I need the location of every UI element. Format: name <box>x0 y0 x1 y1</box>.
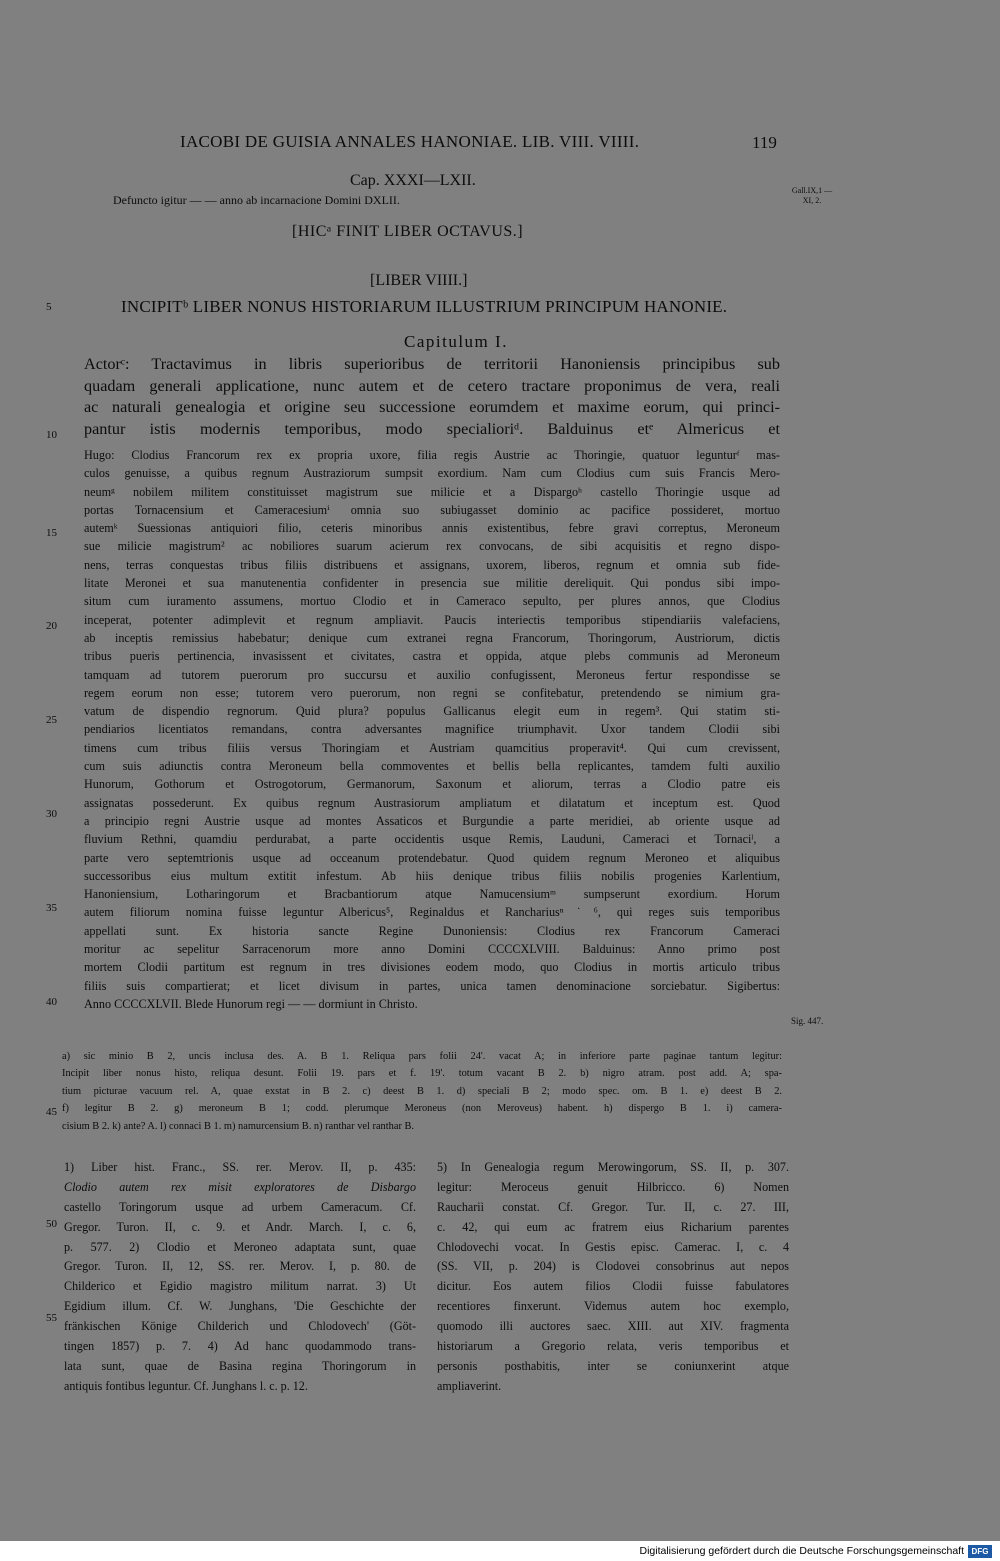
incipit-heading: INCIPITᵇ LIBER NONUS HISTORIARUM ILLUSTRIUM PRINCIPUM HANONIE. <box>121 297 728 316</box>
text-line: ab inceptis remissius habebatur; denique cum extranei regna Francorum, Thoringorum, Austriorum, dictis <box>84 630 780 645</box>
footnote-line: legitur: Meroceus genuit Hilbricco. 6) Nomen <box>437 1179 789 1194</box>
footnote-line: tingen 1857) p. 7. 4) Ad hanc quodammodo trans- <box>64 1339 416 1354</box>
text-line: pantur istis modernis temporibus, modo specialioriᵈ. Balduinus etᵉ Almericus et <box>84 419 780 438</box>
text-line: litate Meronei et sua manutenentia confidenter in presencia sue militie dereliquit. Qui pondus sibi impo- <box>84 576 780 591</box>
footnote-line: recentiores finxerunt. Videmus autem hoc exemplo, <box>437 1299 789 1314</box>
text-line: Hunorum, Gothorum et Ostrogotorum, Germanorum, Saxonum et aliorum, terras a Clodio patre eis <box>84 777 780 792</box>
line-number: 45 <box>46 1106 57 1118</box>
footnote-line: personis posthabitis, inter se coniunxerint atque <box>437 1358 789 1373</box>
text-line: cum suis adiunctis contra Meroneum bella commoventes et bellis bella replicantes, tamdem fulti auxilio <box>84 759 780 774</box>
footnote-line: lata sunt, quae de Basina regina Thoringorum in <box>64 1358 416 1373</box>
text-line: pendiarios licentiatos remandans, contra adversantes magnifice triumphavit. Uxor tandem Clodii sibi <box>84 722 780 737</box>
line-number: 40 <box>46 996 57 1008</box>
text-line: parte vero septemtrionis usque ad occeanum protendebatur. Quod quidem regnum Meroneo et aliquibus <box>84 850 780 865</box>
footnotes-left-column <box>64 1158 416 1397</box>
footnote-line: 1) Liber hist. Franc., SS. rer. Merov. II, p. 435: <box>64 1160 416 1174</box>
footnote-line: ampliaverint. <box>437 1378 502 1393</box>
text-line: tamquam ad tutorem puerorum pro succursu et auxilio confugissent, Meroneus fertur respondisse se <box>84 667 780 682</box>
footnote-line: castello Toringorum usque ad urbem Cameracum. Cf. <box>64 1199 416 1214</box>
text-line: timens cum tribus filiis versus Thoringiam et Austriam quamcitius properavit⁴. Qui cum crevissent, <box>84 740 780 755</box>
footnote-line: historiarum a Gregorio relata, veris temporibus et <box>437 1339 789 1354</box>
text-line: neumᵍ nobilem militem constituisset magistrum sue milicie et a Dispargoʰ castello Thoringie usque ad <box>84 484 780 499</box>
text-line: Hugo: Clodius Francorum rex ex propria uxore, filia regis Austrie ac Thoringie, quatuor legunturᶠ mas- <box>84 448 780 462</box>
text-line: ac naturali genealogia et origine seu successione eorumdem et maxime eorum, qui princi- <box>84 398 780 417</box>
capitulum-heading: Capitulum I. <box>404 332 508 351</box>
apparatus-line: f) legitur B 2. g) meroneum B 1; codd. plerumque Meroneus (non Meroveus) habent. h) dispergo B 1. i) camera- <box>62 1103 782 1115</box>
footnote-line: antiquis fontibus leguntur. Cf. Junghans l. c. p. 12. <box>64 1378 308 1393</box>
text-line: filiis suis compartierat; et licet divisum in partes, unica tamen denominacione sorciebatur. Sigibertus: <box>84 978 780 993</box>
footnote-line: dicitur. Eos autem filios Clodii fuisse fabulatores <box>437 1279 789 1294</box>
text-line: nens, terras conquestas tribus filiis distribuens et assignans, uxorem, liberos, regnum et omnia sub fide- <box>84 557 780 572</box>
footnote-line: Clodio autem rex misit exploratores de Disbargo <box>64 1179 416 1194</box>
line-number: 20 <box>46 620 57 632</box>
text-line: sue milicie magistrum² ac nobiliores suarum acierum rex convocans, de sibi acquisitis et regno dispo- <box>84 539 780 554</box>
footnote-line: Gregor. Turon. II, 12, SS. rer. Merov. I, p. 80. de <box>64 1259 416 1274</box>
small-text <box>84 446 780 1013</box>
text-line: culos genuisse, a quibus regnum Austraziorum sumpsit exordium. Nam cum Clodius cum suis Francis Mero- <box>84 466 780 481</box>
text-line: portas Tornacensium et Cameracesiumⁱ omnia suo subiugasset dominio ac pacifice possideret, mortuo <box>84 502 780 517</box>
sigebert-reference: Sig. 447. <box>791 1016 824 1026</box>
text-line: autemᵏ Suessionas antiquiori filio, ceteris minoribus annis existentibus, febre gravi correptus, Meroneum <box>84 521 780 536</box>
text-line: mortem Clodii partitum est regnum in tres divisiones eodem modo, quo Clodius in mortis articulo tribus <box>84 960 780 975</box>
line-number: 55 <box>46 1312 57 1324</box>
text-line: situm cum iuramento assumens, mortuo Clodio et in Cameraco sepulto, per plures annos, que Clodius <box>84 594 780 609</box>
apparatus-line: Incipit liber nonus histo, reliqua desunt. Folii 19. pars et f. 19'. totum vacant B 2. b) nigro atram. post add. A; spa- <box>62 1068 782 1080</box>
text-line: moritur ac sepelitur Sarracenorum more anno Domini CCCCXLVIII. Balduinus: Anno primo post <box>84 942 780 957</box>
apparatus-line: a) sic minio B 2, uncis inclusa des. A. B 1. Reliqua pars folii 24'. vacat A; in inferiore parte paginae tantum legitur: <box>62 1051 782 1062</box>
text-line: appellati sunt. Ex historia sancte Regine Dunoniensis: Clodius rex Francorum Cameraci <box>84 923 780 938</box>
text-line: fluvium Rethni, quamdiu perdurabat, a parte occidentis usque Remis, Lauduni, Cameraci et Tornaciˡ, a <box>84 832 780 847</box>
text-line: Hanoniensium, Lotharingorum et Bracbantiorum atque Namucensiumᵐ sumpserunt exordium. Horum <box>84 887 780 902</box>
dfg-logo-icon: DFG <box>968 1545 992 1558</box>
line-number: 25 <box>46 714 57 726</box>
dfg-credit: Digitalisierung gefördert durch die Deutsche Forschungsgemeinschaft <box>639 1545 964 1557</box>
line-number: 10 <box>46 429 57 441</box>
line-number: 30 <box>46 808 57 820</box>
text-line: regem eorum non esse; tutorem vero puerorum, non regni se confitebatur, pretendendo se nimium gra- <box>84 685 780 700</box>
text-line: autem filiorum nomina fuisse leguntur Albericus⁵, Reginaldus et Ranchariusⁿ˙⁶, qui reges suis temporibus <box>84 905 780 920</box>
text-line: a principio regni Austrie usque ad montes Assaticos et Burgundie a parte meridiei, ab oriente usque ad <box>84 813 780 828</box>
footnote-line: Gregor. Turon. II, c. 9. et Andr. March. I, c. 6, <box>64 1219 416 1234</box>
footnote-line: Rauchariì constat. Cf. Gregor. Tur. II, c. 27. III, <box>437 1199 789 1214</box>
footnote-line: quomodo illi auctores saec. XIII. aut XIV. fragmenta <box>437 1319 789 1334</box>
text-line: inceperat, potenter adimplevit et regnum ampliavit. Paucis interiectis temporibus stipendiariis valefaciens, <box>84 612 780 627</box>
footnote-line: c. 42, qui eum ac fratrem eius Richarium parentes <box>437 1219 789 1234</box>
footnote-line: 5) In Genealogia regum Merowingorum, SS. II, p. 307. <box>437 1160 789 1174</box>
critical-apparatus <box>62 1048 782 1135</box>
text-line: Actorᶜ: Tractavimus in libris superioribus de territorii Hanoniensis principibus sub <box>84 355 780 373</box>
text-line: successoribus eius multum extitit infestum. Ab hiis denique tribus filiis nobilis progenies Karlentium, <box>84 868 780 883</box>
line-number: 15 <box>46 527 57 539</box>
apparatus-line: cisium B 2. k) ante? A. l) connaci B 1. m) namurcensium B. n) ranthar vel ranthar B. <box>62 1120 415 1132</box>
footnote-line: Egidium illum. Cf. W. Junghans, 'Die Geschichte der <box>64 1299 416 1314</box>
footnotes-right-column <box>437 1158 789 1397</box>
defuncto-line: Defuncto igitur — — anno ab incarnacione Domini DXLII. <box>113 193 400 207</box>
footnote-line: (SS. VII, p. 204) is Clodovei consobrinus aut nepos <box>437 1259 789 1274</box>
hic-finit-heading: [HICᵃ FINIT LIBER OCTAVUS.] <box>292 223 524 240</box>
line-number: 5 <box>46 301 52 313</box>
line-number: 35 <box>46 902 57 914</box>
apparatus-line: tium picturae vacuum rel. A, quae exstat in B 2. c) deest B 1. d) speciali B 2; modo spec. om. B 1. e) deest B 2. <box>62 1085 782 1097</box>
chapter-range: Cap. XXXI—LXII. <box>350 172 476 189</box>
text-line: quadam generali applicatione, nunc autem et de cetero tractare proponimus de vera, reali <box>84 376 780 395</box>
text-line: Anno CCCCXLVII. Blede Hunorum regi — — dormiunt in Christo. <box>84 996 418 1011</box>
main-text <box>84 354 780 440</box>
line-number: 50 <box>46 1218 57 1230</box>
footnote-line: fränkischen Könige Childerich und Chlodovech' (Göt- <box>64 1319 416 1334</box>
footnote-line: Childerico et Egidio magistro militum narrat. 3) Ut <box>64 1279 416 1294</box>
text-line: tribus pueris pertinencia, invasissent et civitates, castra et oppida, atque plebs communis ad Meroneum <box>84 649 780 664</box>
footnote-line: p. 577. 2) Clodio et Meroneo adaptata sunt, quae <box>64 1239 416 1254</box>
footnote-line: Chlodovechi vocat. In Gestis episc. Camerac. I, c. 4 <box>437 1239 789 1254</box>
page-number: 119 <box>752 133 777 152</box>
running-header: IACOBI DE GUISIA ANNALES HANONIAE. LIB. VIII. VIIII. <box>180 132 640 151</box>
liber-title: [LIBER VIIII.] <box>370 272 468 289</box>
margin-reference: Gall.IX,1 — XI, 2. <box>791 186 833 205</box>
text-line: assignatas possederunt. Ex quibus regnum Austrasiorum ampliatum et dilatatum et inceptum est. Quod <box>84 795 780 810</box>
text-line: vatum de dispendio regnorum. Quid plura? populus Gallicanus elegit eum in regem³. Qui statim sti- <box>84 704 780 719</box>
